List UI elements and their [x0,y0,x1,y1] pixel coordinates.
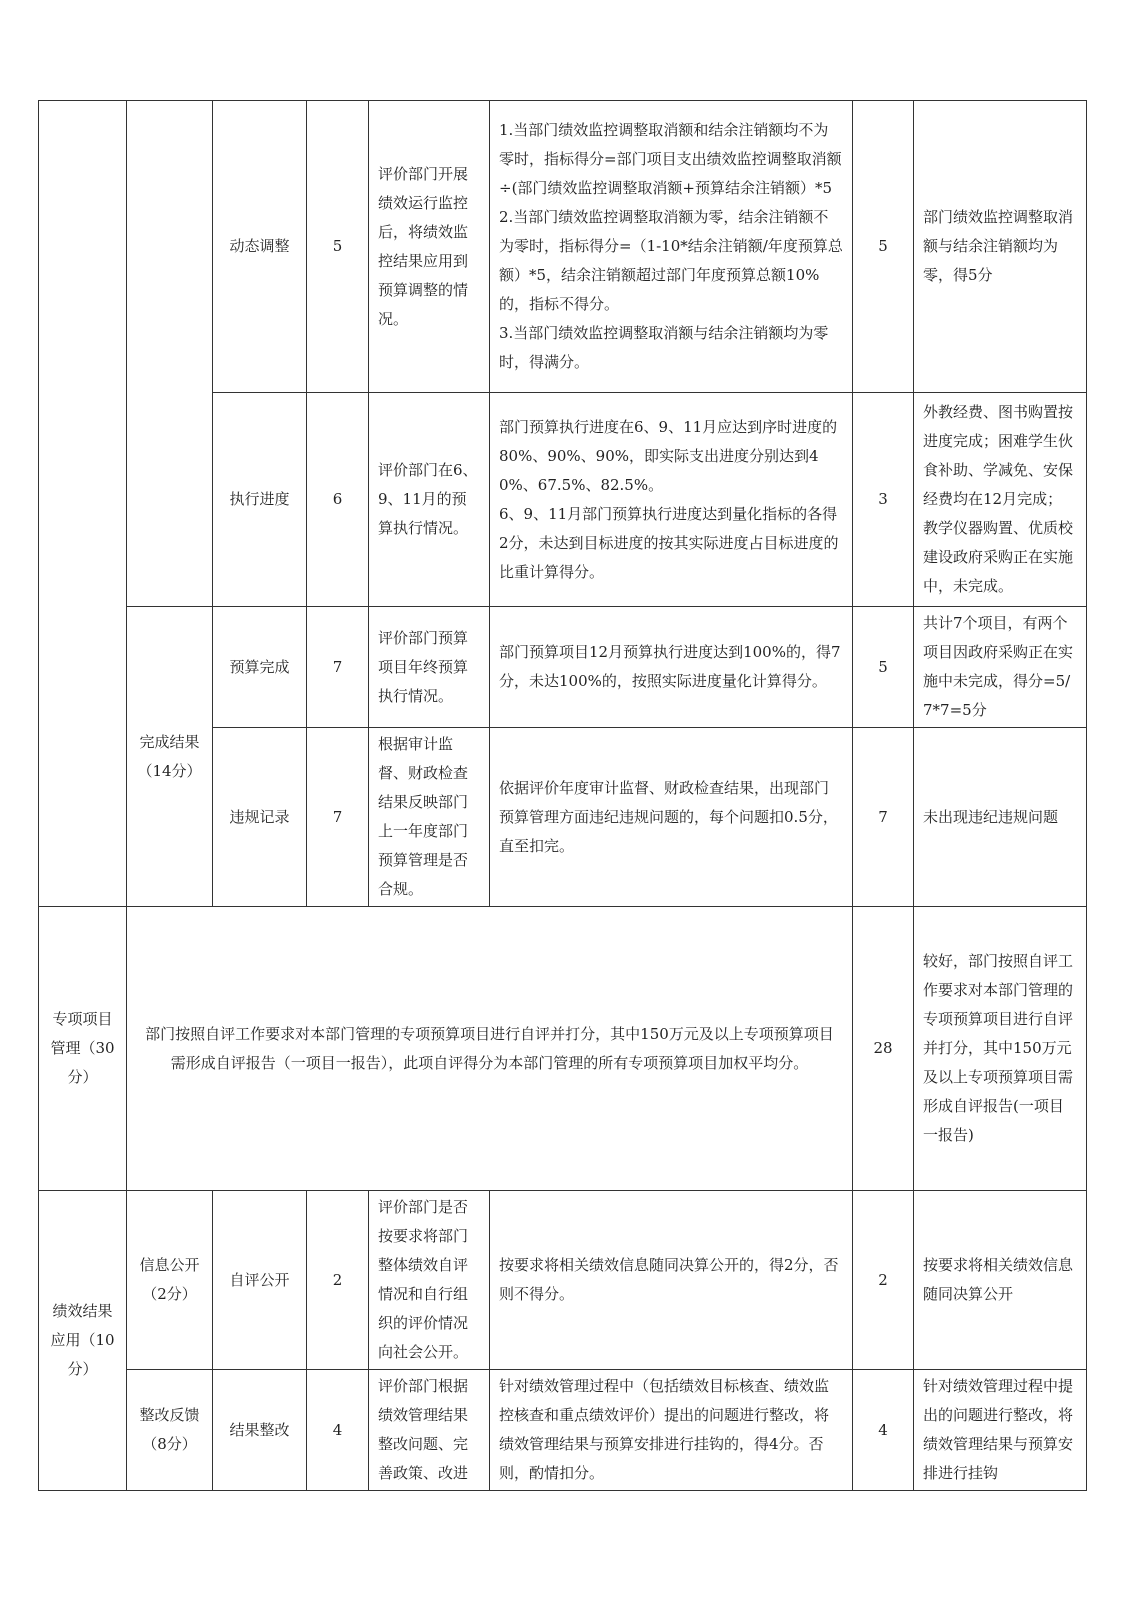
scoring-criteria [490,393,853,607]
category-cell-empty [39,101,127,907]
table-row [39,607,1087,728]
criteria-item: 6、9、11月部门预算执行进度达到量化指标的各得2分，未达到目标进度的按其实际进度占目标进度的比重计算得分。 [499,504,839,581]
score-remark: 外教经费、图书购置按进度完成；困难学生伙食补助、学减免、安保经费均在12月完成；教学仪器购置、优质校建设政府采购正在实施中，未完成。 [914,393,1087,607]
scoring-criteria [490,101,853,393]
scoring-criteria: 部门按照自评工作要求对本部门管理的专项预算项目进行自评并打分，其中150万元及以上专项预算项目需形成自评报告（一项目一报告），此项自评得分为本部门管理的所有专项预算项目加权平均分。 [127,907,853,1191]
table-row [39,1191,1087,1370]
criteria-item: 部门预算执行进度在6、9、11月应达到序时进度的80%、90%、90%，即实际支出进度分别达到40%、67.5%、82.5%。 [499,417,838,494]
criteria-item: 2.当部门绩效监控调整取消额为零，结余注销额不为零时，指标得分=（1-10*结余注销额/年度预算总额）*5，结余注销额超过部门年度预算总额10%的，指标不得分。 [499,208,843,313]
indicator-description: 评价部门开展绩效运行监控后，将绩效监控结果应用到预算调整的情况。 [369,101,490,393]
obtained-score: 7 [853,728,914,907]
indicator-name: 预算完成 [213,607,307,728]
score-remark: 未出现违纪违规问题 [914,728,1087,907]
obtained-score: 28 [853,907,914,1191]
subcategory-info-public: 信息公开（2分） [127,1191,213,1370]
table-row [39,101,1087,393]
obtained-score: 2 [853,1191,914,1370]
score-remark: 部门绩效监控调整取消额与结余注销额均为零，得5分 [914,101,1087,393]
scoring-criteria: 针对绩效管理过程中（包括绩效目标核查、绩效监控核查和重点绩效评价）提出的问题进行整改，将绩效管理结果与预算安排进行挂钩的，得4分。否则，酌情扣分。 [490,1370,853,1491]
indicator-name: 动态调整 [213,101,307,393]
scoring-criteria: 依据评价年度审计监督、财政检查结果，出现部门预算管理方面违纪违规问题的，每个问题扣0.5分，直至扣完。 [490,728,853,907]
table-row [39,907,1087,1191]
score-remark: 针对绩效管理过程中提出的问题进行整改，将绩效管理结果与预算安排进行挂钩 [914,1370,1087,1491]
category-result-apply: 绩效结果应用（10分） [39,1191,127,1491]
indicator-score: 7 [307,607,369,728]
score-remark: 按要求将相关绩效信息随同决算公开 [914,1191,1087,1370]
indicator-score: 7 [307,728,369,907]
obtained-score: 4 [853,1370,914,1491]
indicator-name: 违规记录 [213,728,307,907]
obtained-score: 3 [853,393,914,607]
indicator-description: 评价部门在6、9、11月的预算执行情况。 [369,393,490,607]
indicator-score: 6 [307,393,369,607]
indicator-name: 结果整改 [213,1370,307,1491]
indicator-name: 执行进度 [213,393,307,607]
table-row [39,1370,1087,1491]
indicator-description: 评价部门预算项目年终预算执行情况。 [369,607,490,728]
evaluation-table [38,100,1087,1491]
scoring-criteria: 部门预算项目12月预算执行进度达到100%的，得7分，未达100%的，按照实际进度量化计算得分。 [490,607,853,728]
indicator-description: 评价部门根据绩效管理结果整改问题、完善政策、改进 [369,1370,490,1491]
scoring-criteria: 按要求将相关绩效信息随同决算公开的，得2分，否则不得分。 [490,1191,853,1370]
indicator-description: 根据审计监督、财政检查结果反映部门上一年度部门预算管理是否合规。 [369,728,490,907]
indicator-score: 4 [307,1370,369,1491]
indicator-score: 2 [307,1191,369,1370]
score-remark: 较好，部门按照自评工作要求对本部门管理的专项预算项目进行自评并打分，其中150万元及以上专项预算项目需形成自评报告(一项目一报告) [914,907,1087,1191]
subcategory-rectify: 整改反馈（8分） [127,1370,213,1491]
criteria-item: 1.当部门绩效监控调整取消额和结余注销额均不为零时，指标得分=部门项目支出绩效监控调整取消额÷(部门绩效监控调整取消额+预算结余注销额）*5 [499,121,842,197]
subcategory-cell-empty [127,101,213,607]
subcategory-completion: 完成结果（14分） [127,607,213,907]
criteria-item: 3.当部门绩效监控调整取消额与结余注销额均为零时，得满分。 [499,324,829,371]
category-special-project: 专项项目管理（30分） [39,907,127,1191]
score-remark: 共计7个项目，有两个项目因政府采购正在实施中未完成，得分=5/7*7=5分 [914,607,1087,728]
obtained-score: 5 [853,607,914,728]
obtained-score: 5 [853,101,914,393]
indicator-description: 评价部门是否按要求将部门整体绩效自评情况和自行组织的评价情况向社会公开。 [369,1191,490,1370]
indicator-name: 自评公开 [213,1191,307,1370]
indicator-score: 5 [307,101,369,393]
